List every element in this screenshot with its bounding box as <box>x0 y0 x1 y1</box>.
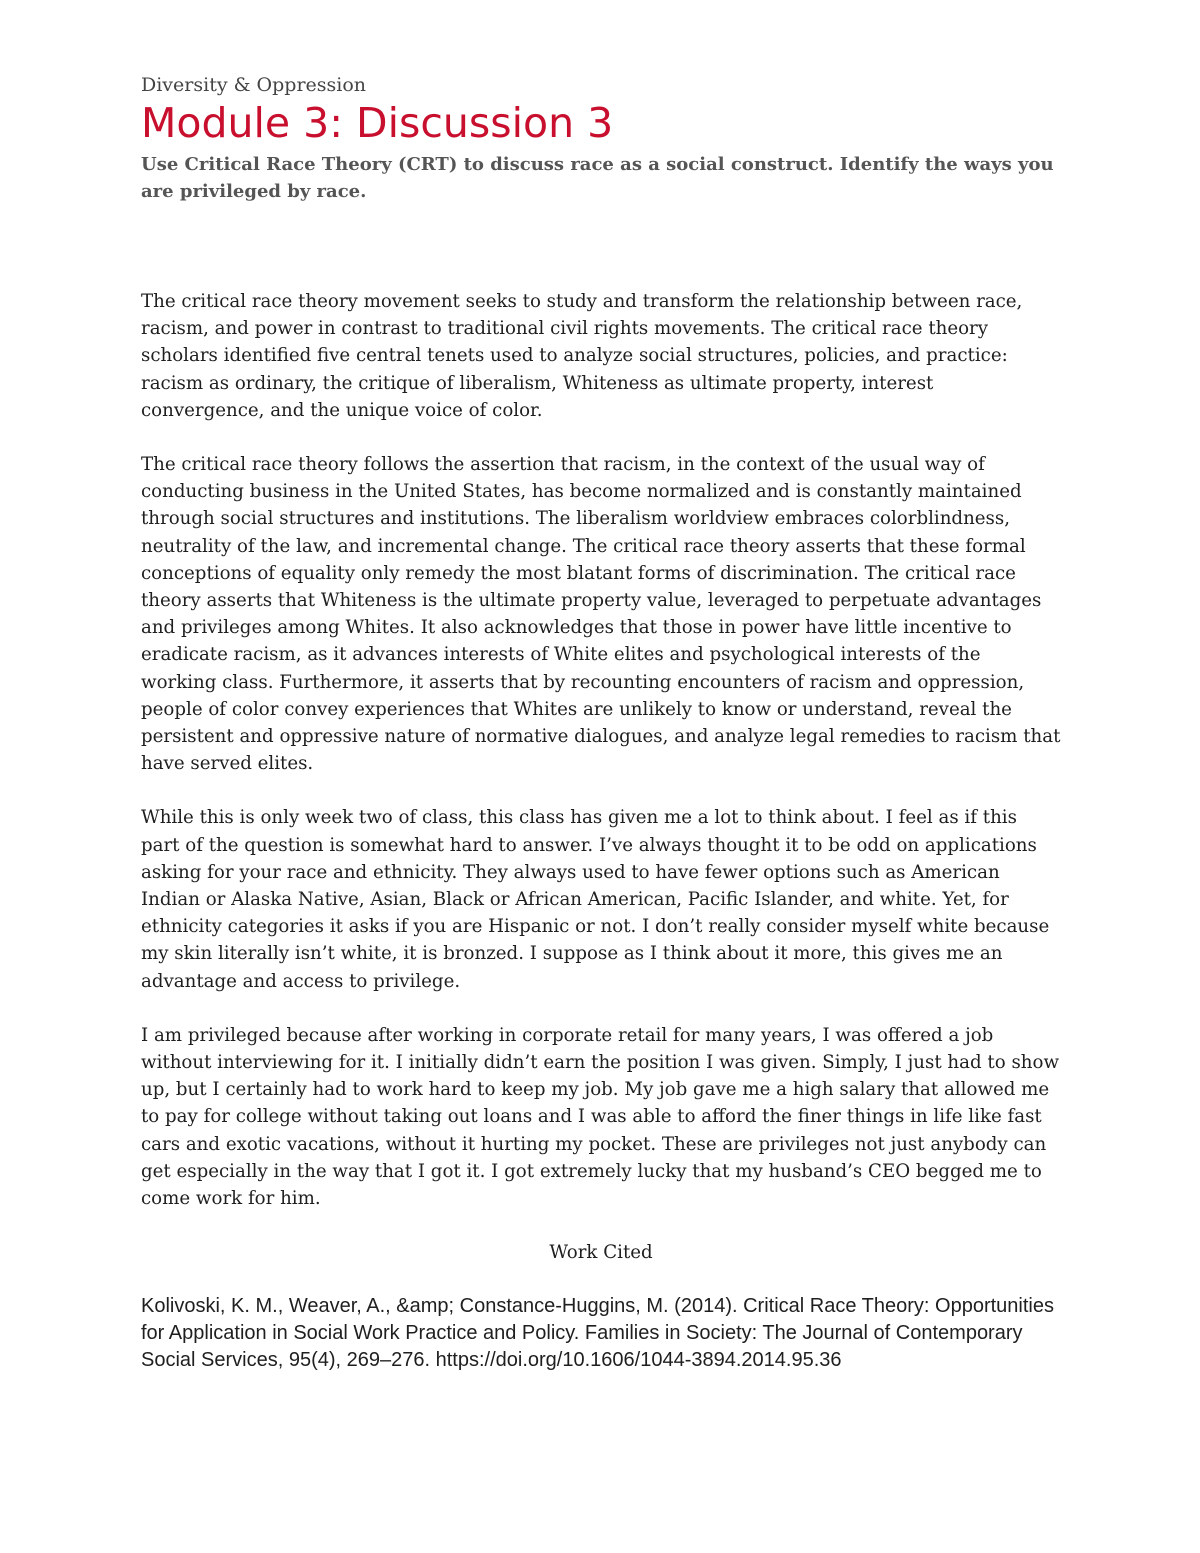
body-paragraph-4: I am privileged because after working in corporate retail for many years, I was offered a job without interviewing for it. I initially didn’t earn the position I was given. Simply, I just had to show up, but I certainly had to work hard to keep my job. My job gave me a high salary that allowed me to pay for college without taking out loans and I was able to afford the finer things in life like fast cars and exotic vacations, without it hurting my pocket. These are privileges not just anybody can get especially in the way that I got it. I got extremely lucky that my husband’s CEO begged me to come work for him. <box>141 1024 1060 1210</box>
works-cited-heading: Work Cited <box>549 1242 653 1264</box>
course-name: Diversity & Oppression <box>141 74 367 96</box>
citation-entry: Kolivoski, K. M., Weaver, A., &amp; Constance-Huggins, M. (2014). Critical Race Theory: Opportunities for Application in Social Work Practice and Policy. Families in Society: The Journal of Contemporary Social Services, 95(4), 269–276. https://doi.org/10.1606/1044-3894.2014.95.36 <box>141 1295 1054 1372</box>
discussion-prompt: Use Critical Race Theory (CRT) to discuss race as a social construct. Identify the ways you are privileged by race. <box>141 154 1054 202</box>
page-title: Module 3: Discussion 3 <box>141 99 614 147</box>
body-paragraph-2: The critical race theory follows the assertion that racism, in the context of the usual way of conducting business in the United States, has become normalized and is constantly maintained through social structures and institutions. The liberalism worldview embraces colorblindness, neutrality of the law, and incremental change. The critical race theory asserts that these formal conceptions of equality only remedy the most blatant forms of discrimination. The critical race theory asserts that Whiteness is the ultimate property value, leveraged to perpetuate advantages and privileges among Whites. It also acknowledges that those in power have little incentive to eradicate racism, as it advances interests of White elites and psychological interests of the working class. Furthermore, it asserts that by recounting encounters of racism and oppression, people of color convey experiences that Whites are unlikely to know or understand, reveal the persistent and oppressive nature of normative dialogues, and analyze legal remedies to racism that have served elites. <box>141 454 1061 775</box>
body-paragraph-3: While this is only week two of class, this class has given me a lot to think about. I feel as if this part of the question is somewhat hard to answer. I’ve always thought it to be odd on applications asking for your race and ethnicity. They always used to have fewer options such as American Indian or Alaska Native, Asian, Black or African American, Pacific Islander, and white. Yet, for ethnicity categories it asks if you are Hispanic or not. I don’t really consider myself white because my skin literally isn’t white, it is bronzed. I suppose as I think about it more, this gives me an advantage and access to privilege. <box>141 807 1050 992</box>
document-body <box>141 288 1061 1374</box>
document-content <box>141 70 1061 1374</box>
body-paragraph-1: The critical race theory movement seeks to study and transform the relationship between race, racism, and power in contrast to traditional civil rights movements. The critical race theory scholars identified five central tenets used to analyze social structures, policies, and practice: racism as ordinary, the critique of liberalism, Whiteness as ultimate property, interest convergence, and the unique voice of color. <box>141 291 1023 421</box>
